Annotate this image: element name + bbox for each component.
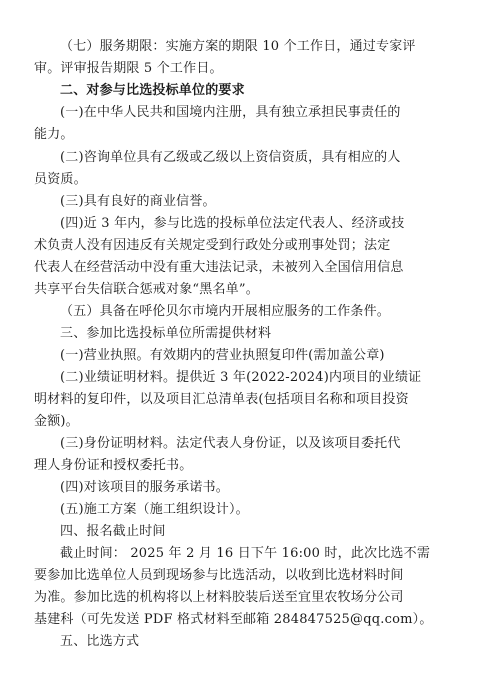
section-heading: 三、参加比选投标单位所需提供材料: [60, 326, 272, 341]
text-line: 能力。: [34, 127, 74, 142]
text-line: 为准。参加比选的机构将以上材料胶装后送至宜里农牧场分公司: [34, 590, 404, 605]
section-heading: 二、对参与比选投标单位的要求: [60, 83, 245, 98]
text-line: 员资质。: [34, 172, 87, 187]
text-line: 审。评审报告期限 5 个工作日。: [34, 61, 223, 76]
text-line: 金额)。: [34, 414, 79, 429]
text-line: (四)近 3 年内，参与比选的投标单位法定代表人、经济或技: [60, 216, 405, 231]
section-heading: 五、比选方式: [60, 634, 140, 649]
text-line: 代表人在经营活动中没有重大违法记录，未被列入全国信用信息: [34, 260, 404, 275]
text-line: (五)施工方案（施工组织设计）。: [60, 502, 249, 517]
text-line: 明材料的复印件，以及项目汇总清单表(包括项目名称和项目投资: [34, 392, 409, 407]
text-line: （五）具备在呼伦贝尔市境内开展相应服务的工作条件。: [60, 304, 391, 319]
text-line: 理人身份证和授权委托书。: [34, 458, 193, 473]
text-line: 要参加比选单位人员到现场参与比选活动，以收到比选材料时间: [34, 568, 404, 583]
text-line: (三)具有良好的商业信誉。: [60, 194, 216, 209]
text-line: (一)在中华人民共和国境内注册，具有独立承担民事责任的: [60, 105, 401, 120]
section-heading: 四、报名截止时间: [60, 524, 166, 539]
text-line: (二)业绩证明材料。提供近 3 年(2022-2024)内项目的业绩证: [60, 370, 422, 385]
text-line: (三)身份证明材料。法定代表人身份证，以及该项目委托代: [60, 436, 401, 451]
text-line: （七）服务期限：实施方案的期限 10 个工作日，通过专家评: [60, 39, 416, 54]
text-line: 基建科（可先发送 PDF 格式材料至邮箱 284847525@qq.com）。: [34, 612, 433, 627]
text-line: 共享平台失信联合惩戒对象“黑名单”。: [34, 282, 259, 297]
text-line: (一)营业执照。有效期内的营业执照复印件(需加盖公章): [60, 348, 385, 363]
text-line: (四)对该项目的服务承诺书。: [60, 480, 229, 495]
text-line: (二)咨询单位具有乙级或乙级以上资信资质，具有相应的人: [60, 150, 401, 165]
text-line: 术负责人没有因违反有关规定受到行政处分或刑事处罚；法定: [34, 238, 391, 253]
text-line: 截止时间： 2025 年 2 月 16 日下午 16:00 时，此次比选不需: [60, 546, 431, 561]
